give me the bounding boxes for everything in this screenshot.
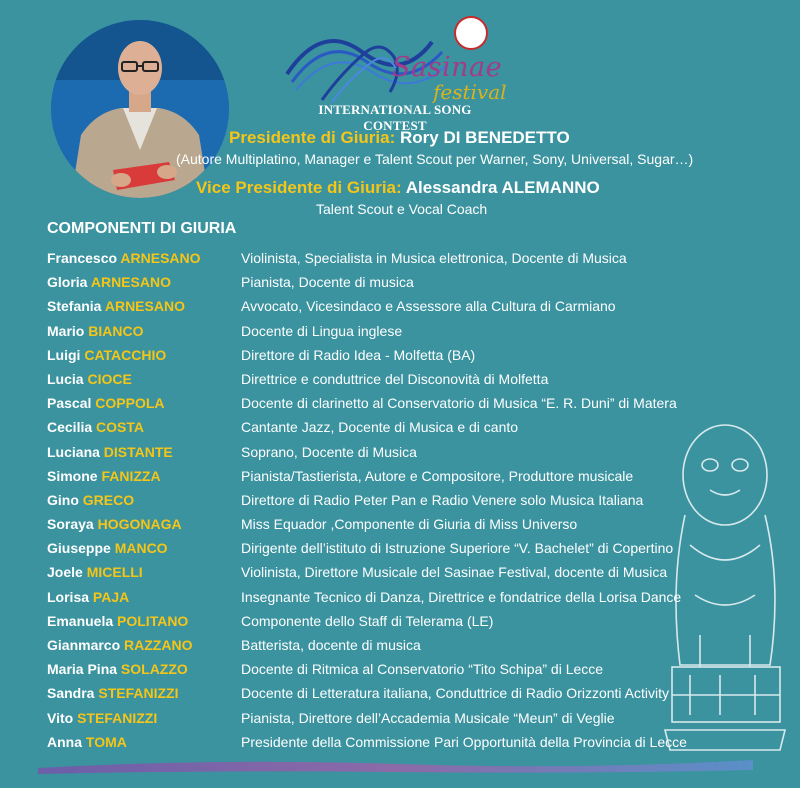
member-last-name: ARNESANO xyxy=(104,298,185,315)
jury-member-row xyxy=(47,296,767,320)
member-role: Docente di Lingua inglese xyxy=(241,322,403,339)
member-name xyxy=(47,323,143,339)
member-role: Direttore di Radio Peter Pan e Radio Venere solo Musica Italiana xyxy=(241,491,644,508)
member-first-name: Vito xyxy=(47,709,74,726)
member-last-name: SOLAZZO xyxy=(120,661,188,678)
member-name xyxy=(47,516,182,532)
member-last-name: STEFANIZZI xyxy=(77,709,158,726)
member-role: Insegnante Tecnico di Danza, Direttrice e fondatrice della Lorisa Dance xyxy=(241,588,682,605)
member-last-name: CATACCHIO xyxy=(84,346,167,363)
bottom-wave-decoration xyxy=(38,752,753,778)
member-name xyxy=(47,371,132,387)
member-name xyxy=(47,274,171,290)
member-name xyxy=(47,564,143,580)
member-first-name: Giuseppe xyxy=(47,540,111,557)
member-first-name: Simone xyxy=(47,467,98,484)
member-name xyxy=(47,710,157,726)
president-note: (Autore Multiplatino, Manager e Talent Scout per Warner, Sony, Universal, Sugar…) xyxy=(176,151,694,167)
jury-members-list xyxy=(47,248,767,756)
member-role: Dirigente dell’istituto di Istruzione Superiore “V. Bachelet” di Copertino xyxy=(241,540,674,557)
vice-president-role: Vice Presidente di Giuria: xyxy=(196,178,402,197)
member-name xyxy=(47,589,129,605)
member-first-name: Luigi xyxy=(47,346,81,363)
member-name xyxy=(47,685,178,701)
member-first-name: Emanuela xyxy=(47,612,114,629)
member-name xyxy=(47,637,192,653)
section-title: COMPONENTI DI GIURIA xyxy=(47,220,237,237)
member-first-name: Gloria xyxy=(47,274,88,291)
member-first-name: Stefania xyxy=(47,298,102,315)
member-name xyxy=(47,613,188,629)
member-name xyxy=(47,540,168,556)
member-last-name: COPPOLA xyxy=(95,395,165,412)
vice-president-name: Alessandra ALEMANNO xyxy=(405,178,600,197)
president-role: Presidente di Giuria: xyxy=(229,128,396,147)
member-role: Avvocato, Vicesindaco e Assessore alla Cultura di Carmiano xyxy=(241,298,616,315)
member-name xyxy=(47,298,185,314)
festival-seal-icon xyxy=(454,16,488,50)
jury-member-row xyxy=(47,562,767,586)
member-last-name: ARNESANO xyxy=(90,274,171,291)
president-name: Rory DI BENEDETTO xyxy=(400,128,570,147)
member-first-name: Gino xyxy=(47,491,79,508)
member-name xyxy=(47,492,134,508)
logo-contest-subtitle: INTERNATIONAL SONG CONTEST xyxy=(318,102,472,133)
portrait-image xyxy=(51,20,229,198)
jury-member-row xyxy=(47,369,767,393)
logo-name: Sasinae xyxy=(392,52,503,83)
member-role: Miss Equador ,Componente di Giuria di Miss Universo xyxy=(241,516,578,533)
member-role: Presidente della Commissione Pari Opportunità della Provincia di Lecce xyxy=(241,733,687,750)
member-first-name: Soraya xyxy=(47,516,94,533)
jury-member-row xyxy=(47,611,767,635)
member-role: Docente di clarinetto al Conservatorio di Musica “E. R. Duni” di Matera xyxy=(241,395,677,412)
member-first-name: Lorisa xyxy=(47,588,90,605)
member-last-name: DISTANTE xyxy=(103,443,173,460)
member-first-name: Mario xyxy=(47,322,85,339)
member-role: Violinista, Direttore Musicale del Sasinae Festival, docente di Musica xyxy=(241,564,668,581)
vice-president-note: Talent Scout e Vocal Coach xyxy=(316,201,488,217)
member-role: Direttore di Radio Idea - Molfetta (BA) xyxy=(241,346,476,363)
member-first-name: Sandra xyxy=(47,685,95,702)
member-name xyxy=(47,347,166,363)
member-name xyxy=(47,468,161,484)
jury-member-row xyxy=(47,466,767,490)
member-first-name: Francesco xyxy=(47,250,118,266)
jury-member-row xyxy=(47,708,767,732)
member-last-name: HOGONAGA xyxy=(97,516,182,533)
jury-member-row xyxy=(47,345,767,369)
member-first-name: Luciana xyxy=(47,443,100,460)
jury-member-row xyxy=(47,635,767,659)
jury-member-row xyxy=(47,538,767,562)
member-last-name: POLITANO xyxy=(117,612,189,629)
member-role: Pianista/Tastierista, Autore e Compositore, Produttore musicale xyxy=(241,467,634,484)
member-first-name: Maria Pina xyxy=(47,661,118,678)
jury-member-row xyxy=(47,514,767,538)
jury-member-row xyxy=(47,659,767,683)
member-last-name: STEFANIZZI xyxy=(98,685,179,702)
member-role: Pianista, Docente di musica xyxy=(241,274,414,291)
jury-member-row xyxy=(47,272,767,296)
member-last-name: TOMA xyxy=(85,733,127,750)
member-name xyxy=(47,734,127,750)
jury-member-row xyxy=(47,417,767,441)
member-first-name: Lucia xyxy=(47,370,84,387)
member-first-name: Cecilia xyxy=(47,419,93,436)
member-role: Componente dello Staff di Telerama (LE) xyxy=(241,612,494,629)
jury-member-row xyxy=(47,683,767,707)
member-role: Cantante Jazz, Docente di Musica e di canto xyxy=(241,419,519,436)
jury-member-row xyxy=(47,393,767,417)
member-last-name: BIANCO xyxy=(88,322,144,339)
president-portrait xyxy=(51,20,229,198)
member-last-name: CIOCE xyxy=(87,370,132,387)
member-last-name: PAJA xyxy=(92,588,130,605)
member-last-name: ARNESANO xyxy=(120,250,201,266)
member-first-name: Anna xyxy=(47,733,82,750)
member-role: Docente di Ritmica al Conservatorio “Tito Schipa” di Lecce xyxy=(241,661,604,678)
jury-member-row xyxy=(47,321,767,345)
member-name xyxy=(47,419,144,435)
member-role: Direttrice e conduttrice del Disconovità di Molfetta xyxy=(241,370,549,387)
jury-member-row xyxy=(47,490,767,514)
member-last-name: FANIZZA xyxy=(101,467,161,484)
logo-festival-word: festival xyxy=(433,80,507,104)
member-role: Batterista, docente di musica xyxy=(241,637,421,653)
vice-president-line xyxy=(196,178,600,198)
member-last-name: MICELLI xyxy=(86,564,143,581)
member-last-name: RAZZANO xyxy=(124,637,193,653)
member-last-name: COSTA xyxy=(96,419,144,436)
member-role: Soprano, Docente di Musica xyxy=(241,443,417,460)
member-role: Violinista, Specialista in Musica elettronica, Docente di Musica xyxy=(241,250,627,266)
member-first-name: Joele xyxy=(47,564,83,581)
member-role: Pianista, Direttore dell’Accademia Musicale “Meun” di Veglie xyxy=(241,709,615,726)
member-role: Docente di Letteratura italiana, Conduttrice di Radio Orizzonti Activity xyxy=(241,685,669,702)
jury-member-row xyxy=(47,248,767,272)
member-last-name: GRECO xyxy=(82,491,135,508)
member-name xyxy=(47,661,188,677)
member-first-name: Gianmarco xyxy=(47,637,121,653)
member-last-name: MANCO xyxy=(114,540,168,557)
member-name xyxy=(47,395,165,411)
member-name xyxy=(47,444,173,460)
member-first-name: Pascal xyxy=(47,395,92,412)
jury-member-row xyxy=(47,587,767,611)
jury-member-row xyxy=(47,442,767,466)
member-name xyxy=(47,250,201,266)
president-line xyxy=(229,128,570,148)
